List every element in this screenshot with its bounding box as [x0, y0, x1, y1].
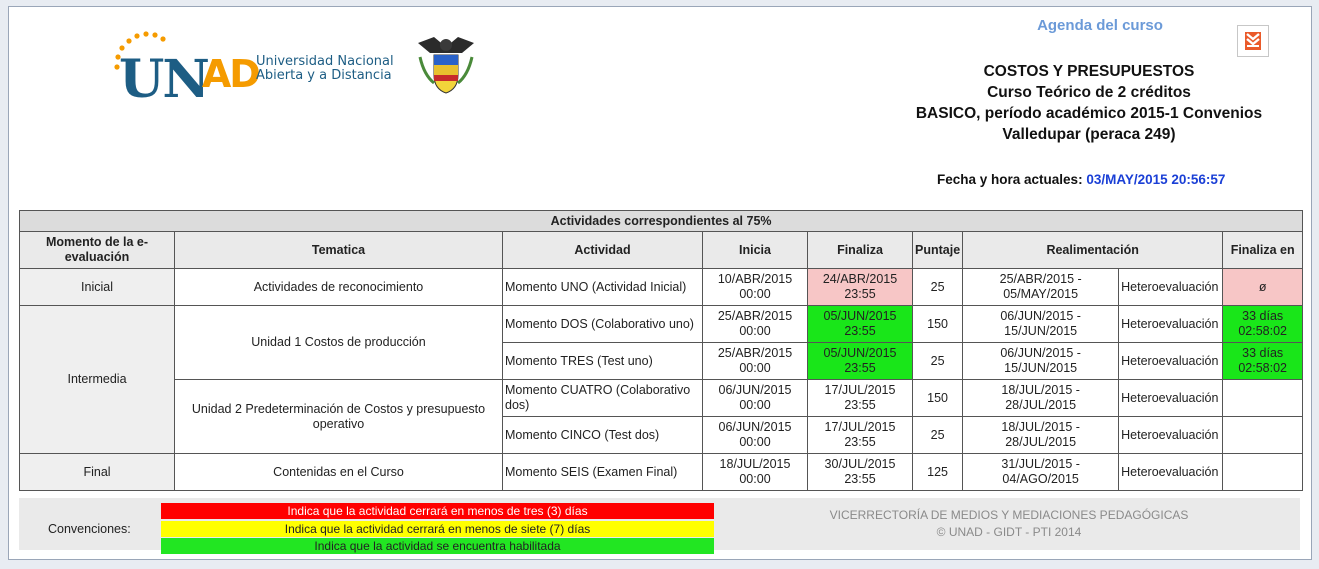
activities-table	[19, 210, 1303, 491]
end-cell: 30/JUL/2015 23:55	[808, 454, 913, 491]
print-button[interactable]	[1237, 25, 1269, 57]
university-name-line1: Universidad Nacional	[256, 54, 394, 69]
footer-line1: VICERRECTORÍA DE MEDIOS Y MEDIACIONES PEDAGÓGICAS	[829, 508, 1189, 522]
feedback-type-cell: Heteroevaluación	[1119, 306, 1223, 343]
ends-in-cell	[1223, 380, 1303, 417]
col-header-start: Inicia	[703, 232, 808, 269]
feedback-type-cell: Heteroevaluación	[1119, 417, 1223, 454]
start-cell: 18/JUL/2015 00:00	[703, 454, 808, 491]
table-caption: Actividades correspondientes al 75%	[20, 211, 1303, 232]
agenda-title: Agenda del curso	[1037, 17, 1163, 34]
feedback-dates-cell: 25/ABR/2015 - 05/MAY/2015	[963, 269, 1119, 306]
activity-cell: Momento DOS (Colaborativo uno)	[503, 306, 703, 343]
feedback-dates-cell: 06/JUN/2015 - 15/JUN/2015	[963, 343, 1119, 380]
activity-cell: Momento CUATRO (Colaborativo dos)	[503, 380, 703, 417]
datetime-value: 03/MAY/2015 20:56:57	[1086, 172, 1226, 187]
theme-cell: Contenidas en el Curso	[175, 454, 503, 491]
end-cell: 17/JUL/2015 23:55	[808, 417, 913, 454]
score-cell: 25	[913, 417, 963, 454]
score-cell: 150	[913, 380, 963, 417]
start-cell: 25/ABR/2015 00:00	[703, 306, 808, 343]
course-info	[889, 61, 1289, 145]
current-datetime	[937, 172, 1225, 187]
activity-cell: Momento SEIS (Examen Final)	[503, 454, 703, 491]
table-row	[20, 454, 1303, 491]
ends-in-cell	[1223, 454, 1303, 491]
feedback-type-cell: Heteroevaluación	[1119, 380, 1223, 417]
wordmark-ad: AD	[201, 52, 259, 96]
theme-cell: Unidad 1 Costos de producción	[175, 306, 503, 380]
footer-line2: © UNAD - GIDT - PTI 2014	[936, 525, 1082, 539]
end-cell: 24/ABR/2015 23:55	[808, 269, 913, 306]
activity-cell: Momento TRES (Test uno)	[503, 343, 703, 380]
col-header-feedback: Realimentación	[963, 232, 1223, 269]
unad-wordmark	[119, 49, 265, 110]
legend-red: Indica que la actividad cerrará en menos de tres (3) días	[161, 503, 714, 519]
col-header-moment: Momento de la e-evaluación	[20, 232, 175, 269]
feedback-dates-cell: 18/JUL/2015 - 28/JUL/2015	[963, 417, 1119, 454]
col-header-theme: Tematica	[175, 232, 503, 269]
table-row	[20, 380, 1303, 417]
feedback-dates-cell: 18/JUL/2015 - 28/JUL/2015	[963, 380, 1119, 417]
university-name	[256, 55, 394, 83]
wordmark-n: N	[162, 49, 208, 110]
ends-in-cell: 33 días 02:58:02	[1223, 306, 1303, 343]
start-cell: 06/JUN/2015 00:00	[703, 417, 808, 454]
moment-cell: Intermedia	[20, 306, 175, 454]
activity-cell: Momento CINCO (Test dos)	[503, 417, 703, 454]
col-header-ends-in: Finaliza en	[1223, 232, 1303, 269]
ends-in-cell: 33 días 02:58:02	[1223, 343, 1303, 380]
score-cell: 125	[913, 454, 963, 491]
start-cell: 06/JUN/2015 00:00	[703, 380, 808, 417]
conventions-panel	[19, 498, 1300, 553]
theme-cell: Unidad 2 Predeterminación de Costos y presupuesto operativo	[175, 380, 503, 454]
col-header-end: Finaliza	[808, 232, 913, 269]
ends-in-cell: ø	[1223, 269, 1303, 306]
feedback-dates-cell: 31/JUL/2015 - 04/AGO/2015	[963, 454, 1119, 491]
moment-cell: Inicial	[20, 269, 175, 306]
course-subtitle: Curso Teórico de 2 créditos	[987, 84, 1191, 101]
col-header-activity: Actividad	[503, 232, 703, 269]
score-cell: 25	[913, 269, 963, 306]
legend-green: Indica que la actividad se encuentra habilitada	[161, 538, 714, 554]
score-cell: 25	[913, 343, 963, 380]
double-arrow-down-icon	[1238, 26, 1268, 56]
agenda-page	[8, 6, 1312, 560]
start-cell: 10/ABR/2015 00:00	[703, 269, 808, 306]
activity-cell: Momento UNO (Actividad Inicial)	[503, 269, 703, 306]
col-header-score: Puntaje	[913, 232, 963, 269]
end-cell: 05/JUN/2015 23:55	[808, 343, 913, 380]
course-period: BASICO, período académico 2015-1 Convenios	[915, 105, 1263, 122]
theme-cell: Actividades de reconocimiento	[175, 269, 503, 306]
course-title: COSTOS Y PRESUPUESTOS	[983, 63, 1195, 80]
end-cell: 17/JUL/2015 23:55	[808, 380, 913, 417]
feedback-dates-cell: 06/JUN/2015 - 15/JUN/2015	[963, 306, 1119, 343]
wordmark-u: U	[119, 49, 163, 110]
moment-cell: Final	[20, 454, 175, 491]
unad-logo	[109, 27, 399, 117]
colombia-coat-of-arms-icon	[414, 35, 478, 95]
feedback-type-cell: Heteroevaluación	[1119, 454, 1223, 491]
conventions-label: Convenciones:	[48, 522, 131, 536]
score-cell: 150	[913, 306, 963, 343]
university-name-line2: Abierta y a Distancia	[256, 68, 392, 83]
feedback-type-cell: Heteroevaluación	[1119, 269, 1223, 306]
table-row	[20, 269, 1303, 306]
course-location: Valledupar (peraca 249)	[1002, 126, 1176, 143]
ends-in-cell	[1223, 417, 1303, 454]
footer-credits	[799, 507, 1219, 541]
end-cell: 05/JUN/2015 23:55	[808, 306, 913, 343]
feedback-type-cell: Heteroevaluación	[1119, 343, 1223, 380]
datetime-label: Fecha y hora actuales:	[937, 172, 1083, 187]
legend-yellow: Indica que la actividad cerrará en menos de siete (7) días	[161, 521, 714, 537]
table-row	[20, 306, 1303, 343]
start-cell: 25/ABR/2015 00:00	[703, 343, 808, 380]
